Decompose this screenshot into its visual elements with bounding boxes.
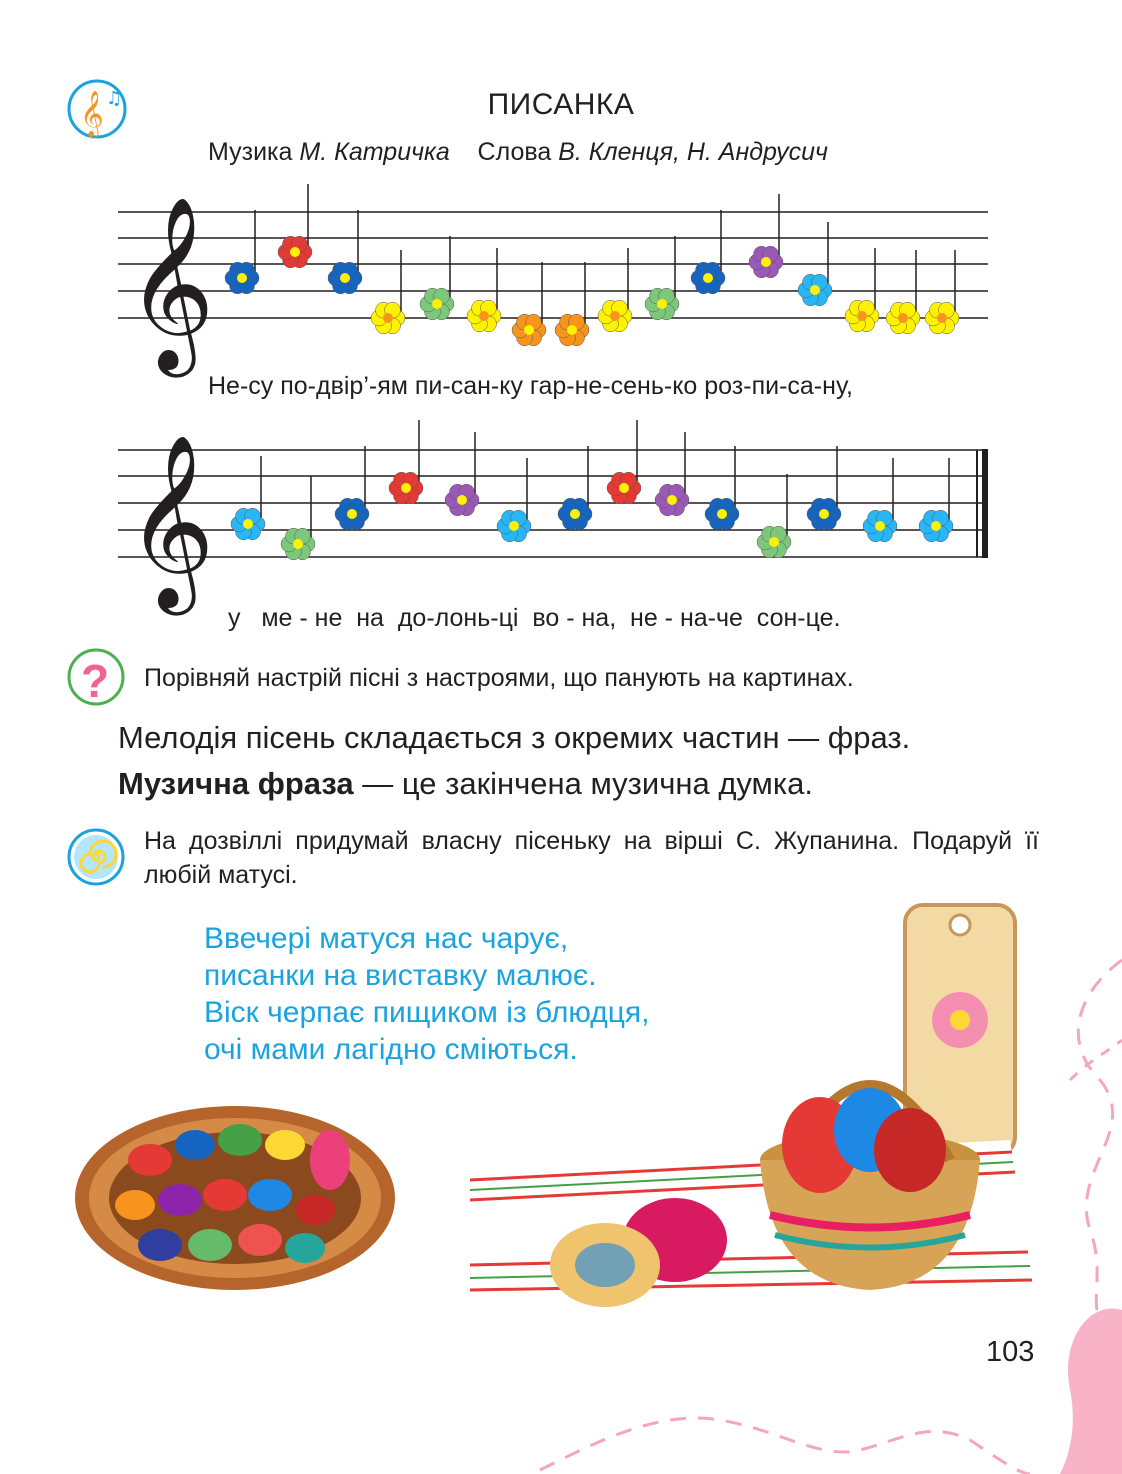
poem-line-1: Ввечері матуся нас чарує,: [204, 922, 569, 955]
flower-note: [389, 420, 423, 504]
page-number: 103: [986, 1336, 1035, 1368]
dashed-curve-decoration: [1070, 1040, 1122, 1080]
question-text: Порівняй настрій пісні з настроями, що панують на картинах.: [144, 664, 854, 692]
song-credits: [208, 138, 828, 167]
svg-text:𝄞: 𝄞: [80, 91, 104, 137]
music-label: Музика: [208, 138, 293, 166]
flower-note: [278, 184, 312, 268]
music-staff-2: [118, 450, 986, 557]
poem: [204, 920, 649, 1068]
flower-note: [919, 458, 953, 542]
task-text: На дозвіллі придумай власну пісеньку на вірші С. Жупанина. Подаруй її любій матусі.: [144, 827, 1039, 889]
flower-note: [497, 458, 531, 542]
svg-text:♫: ♫: [106, 88, 123, 109]
flower-note: [445, 432, 479, 516]
dashed-curve-decoration: [540, 1418, 1030, 1474]
flower-note: [886, 250, 920, 334]
flower-note: [691, 210, 725, 294]
lyrics-line-1: Не-су по-двір’-ям пи-сан-ку гар-не-сень-ко роз-пи-са-ну,: [208, 372, 853, 400]
definition-rest: — це закінчена музична думка.: [353, 766, 813, 801]
flower-note: [328, 210, 362, 294]
flower-note: [281, 476, 315, 560]
flower-note: [807, 446, 841, 530]
flower-note: [655, 432, 689, 516]
flower-note: [558, 446, 592, 530]
flower-note: [607, 420, 641, 504]
definition-line-2: [118, 766, 813, 802]
flower-note: [420, 236, 454, 320]
spiral-icon: [69, 830, 123, 884]
flower-note: [335, 446, 369, 530]
flower-note: [645, 236, 679, 320]
poem-line-2: писанки на виставку малює.: [204, 959, 597, 992]
flower-note: [757, 474, 791, 558]
poem-line-4: очі мами лагідно сміються.: [204, 1033, 578, 1066]
flower-note: [225, 210, 259, 294]
flower-note: [845, 248, 879, 332]
composer-name: М. Катричка: [299, 138, 450, 166]
flower-note: [371, 250, 405, 334]
dashed-curve-decoration: [1078, 960, 1122, 1320]
words-label: Слова: [477, 138, 552, 166]
flower-note: [598, 248, 632, 332]
question-mark-icon: [69, 650, 123, 707]
pink-blob-decoration: [1060, 1308, 1122, 1474]
flower-note: [863, 458, 897, 542]
flower-note: [925, 250, 959, 334]
flower-note: [231, 456, 265, 540]
treble-clef-icon: 𝄞: [126, 196, 215, 370]
lyrics-line-2: у ме - не на до-лонь-ці во - на, не - на-че сон-це.: [228, 604, 841, 632]
svg-text:?: ?: [81, 655, 110, 707]
poem-line-3: Віск черпає пищиком із блюдця,: [204, 996, 650, 1029]
treble-clef-icon: 𝄞: [126, 434, 215, 608]
egg-basket-illustration: [75, 1106, 395, 1290]
flower-note: [512, 262, 546, 346]
song-title: ПИСАНКА: [487, 88, 635, 121]
flower-note: [705, 446, 739, 530]
lyricists-names: В. Кленця, Н. Андрусич: [558, 138, 828, 166]
definition-line-1: Мелодія пісень складається з окремих частин — фраз.: [118, 720, 911, 755]
flower-note: [555, 262, 589, 346]
flower-note: [749, 194, 783, 278]
flower-note: [467, 248, 501, 332]
definition-term: Музична фраза: [118, 766, 354, 801]
